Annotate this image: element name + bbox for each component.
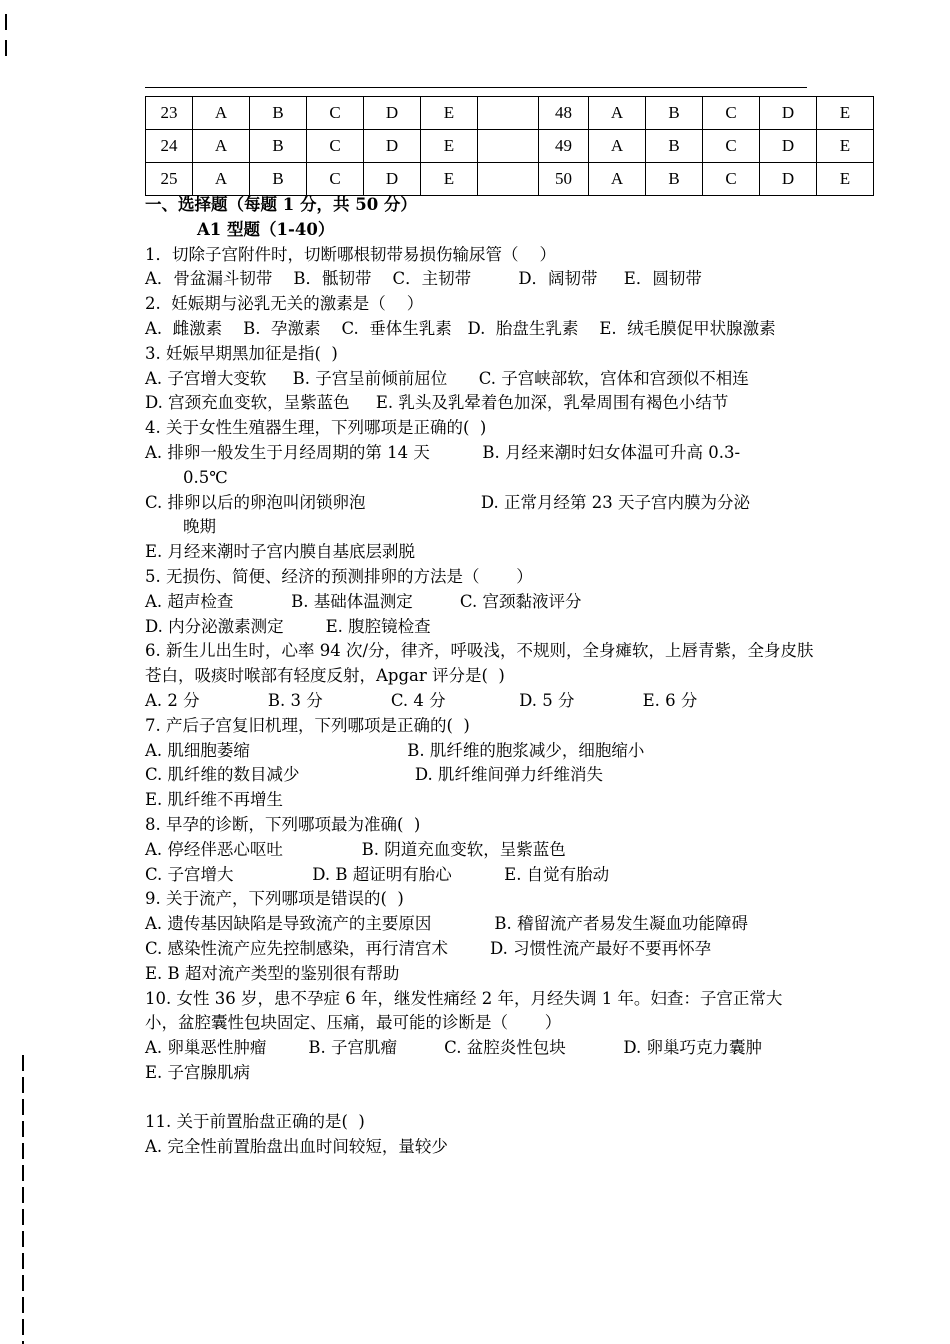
option-cell: A (589, 130, 646, 163)
spacer-cell (478, 163, 539, 196)
option-cell: A (589, 97, 646, 130)
question-number: 49 (539, 130, 589, 163)
question-options: C. 子宫增大 D. B 超证明有胎心 E. 自觉有胎动 (145, 864, 610, 884)
question-options: A. 卵巢恶性肿瘤 B. 子宫肌瘤 C. 盆腔炎性包块 D. 卵巢巧克力囊肿 (145, 1038, 763, 1058)
option-cell: D (760, 163, 817, 196)
spacer-cell (478, 97, 539, 130)
option-cell: D (364, 97, 421, 130)
option-cell: C (307, 130, 364, 163)
option-cell: C (307, 97, 364, 130)
option-cell: E (817, 130, 874, 163)
question-options: D. 内分泌激素测定 E. 腹腔镜检查 (145, 616, 431, 636)
answer-grid (145, 96, 874, 196)
revision-bar (5, 14, 7, 30)
question-options: A. 完全性前置胎盘出血时间较短，量较少 (145, 1137, 448, 1157)
section-title: 一、选择题（每题 1 分，共 50 分） (145, 195, 417, 214)
option-cell: E (421, 97, 478, 130)
question-number: 23 (146, 97, 193, 130)
header-rule (145, 87, 807, 88)
blank-line (145, 1086, 815, 1111)
question-stem: 1．切除子宫附件时，切断哪根韧带易损伤输尿管（ ） (145, 244, 556, 264)
subsection-title: A1 型题（1-40） (197, 219, 335, 239)
question-options: E. 子宫腺肌病 (145, 1062, 251, 1082)
option-cell: D (364, 130, 421, 163)
spacer-cell (478, 130, 539, 163)
question-stem: 2. 妊娠期与泌乳无关的激素是（ ） (145, 294, 424, 314)
option-cell: E (817, 163, 874, 196)
option-cell: B (250, 97, 307, 130)
question-options: E. B 超对流产类型的鉴别很有帮助 (145, 963, 400, 983)
question-options: C. 肌纤维的数目减少 D. 肌纤维间弹力纤维消失 (145, 765, 604, 785)
question-stem: 10. 女性 36 岁，患不孕症 6 年，继发性痛经 2 年，月经失调 1 年。妇查：子宫正常大小，盆腔囊性包块固定、压痛，最可能的诊断是（ ） (145, 988, 783, 1033)
option-cell: B (646, 163, 703, 196)
question-stem: 11. 关于前置胎盘正确的是( ) (145, 1112, 365, 1132)
question-options: A. 遗传基因缺陷是导致流产的主要原因 B. 稽留流产者易发生凝血功能障碍 (145, 914, 748, 934)
option-cell: A (589, 163, 646, 196)
question-options: A. 肌细胞萎缩 B. 肌纤维的胞浆减少，细胞缩小 (145, 740, 645, 760)
question-number: 24 (146, 130, 193, 163)
question-options: C. 感染性流产应先控制感染，再行清宫术 D. 习惯性流产最好不要再怀孕 (145, 938, 712, 958)
question-option: C. 排卵以后的卵泡叫闭锁卵泡 D. 正常月经第 23 天子宫内膜为分泌 (145, 492, 751, 512)
question-options: A. 停经伴恶心呕吐 B. 阴道充血变软，呈紫蓝色 (145, 839, 566, 859)
option-cell: B (646, 97, 703, 130)
table-row (146, 163, 874, 196)
question-stem: 6. 新生儿出生时，心率 94 次/分，律齐，呼吸浅，不规则，全身瘫软，上唇青紫，全身皮肤苍白，吸痰时喉部有轻度反射，Apgar 评分是( ) (145, 641, 814, 686)
question-number: 48 (539, 97, 589, 130)
table-row (146, 97, 874, 130)
option-cell: E (421, 163, 478, 196)
option-cell: C (703, 130, 760, 163)
question-option: 0.5℃ (183, 467, 228, 487)
option-cell: B (250, 163, 307, 196)
question-options: A. 超声检查 B. 基础体温测定 C. 宫颈黏液评分 (145, 591, 582, 611)
option-cell: A (193, 97, 250, 130)
question-stem: 7. 产后子宫复旧机理，下列哪项是正确的( ) (145, 715, 470, 735)
option-cell: C (307, 163, 364, 196)
question-option: A. 排卵一般发生于月经周期的第 14 天 B. 月经来潮时妇女体温可升高 0.3- (145, 442, 741, 462)
question-options: E. 肌纤维不再增生 (145, 790, 284, 810)
question-stem: 3. 妊娠早期黑加征是指( ) (145, 343, 338, 363)
option-cell: B (250, 130, 307, 163)
option-cell: C (703, 163, 760, 196)
exam-content (145, 193, 815, 1160)
question-number: 25 (146, 163, 193, 196)
table-row (146, 130, 874, 163)
question-options: A. 2 分 B. 3 分 C. 4 分 D. 5 分 E. 6 分 (145, 690, 698, 710)
option-cell: A (193, 130, 250, 163)
option-cell: D (760, 97, 817, 130)
option-cell: D (364, 163, 421, 196)
option-cell: C (703, 97, 760, 130)
question-options: D. 宫颈充血变软，呈紫蓝色 E. 乳头及乳晕着色加深，乳晕周围有褐色小结节 (145, 393, 729, 413)
revision-bar (22, 1055, 24, 1344)
question-number: 50 (539, 163, 589, 196)
option-cell: E (817, 97, 874, 130)
option-cell: B (646, 130, 703, 163)
question-options: A．骨盆漏斗韧带 B．骶韧带 C．主韧带 D．阔韧带 E．圆韧带 (145, 269, 702, 289)
option-cell: A (193, 163, 250, 196)
question-stem: 4. 关于女性生殖器生理，下列哪项是正确的( ) (145, 418, 487, 438)
question-stem: 9. 关于流产，下列哪项是错误的( ) (145, 889, 404, 909)
question-stem: 8. 早孕的诊断，下列哪项最为准确( ) (145, 814, 421, 834)
question-options: A. 雌激素 B. 孕激素 C. 垂体生乳素 D. 胎盘生乳素 E. 绒毛膜促甲状腺激素 (145, 318, 776, 338)
question-option: 晚期 (183, 517, 216, 537)
question-options: A. 子宫增大变软 B. 子宫呈前倾前屈位 C. 子宫峡部软，宫体和宫颈似不相连 (145, 368, 749, 388)
option-cell: E (421, 130, 478, 163)
revision-bar (5, 40, 7, 56)
question-option: E. 月经来潮时子宫内膜自基底层剥脱 (145, 542, 416, 562)
option-cell: D (760, 130, 817, 163)
question-stem: 5. 无损伤、简便、经济的预测排卵的方法是（ ） (145, 566, 533, 586)
